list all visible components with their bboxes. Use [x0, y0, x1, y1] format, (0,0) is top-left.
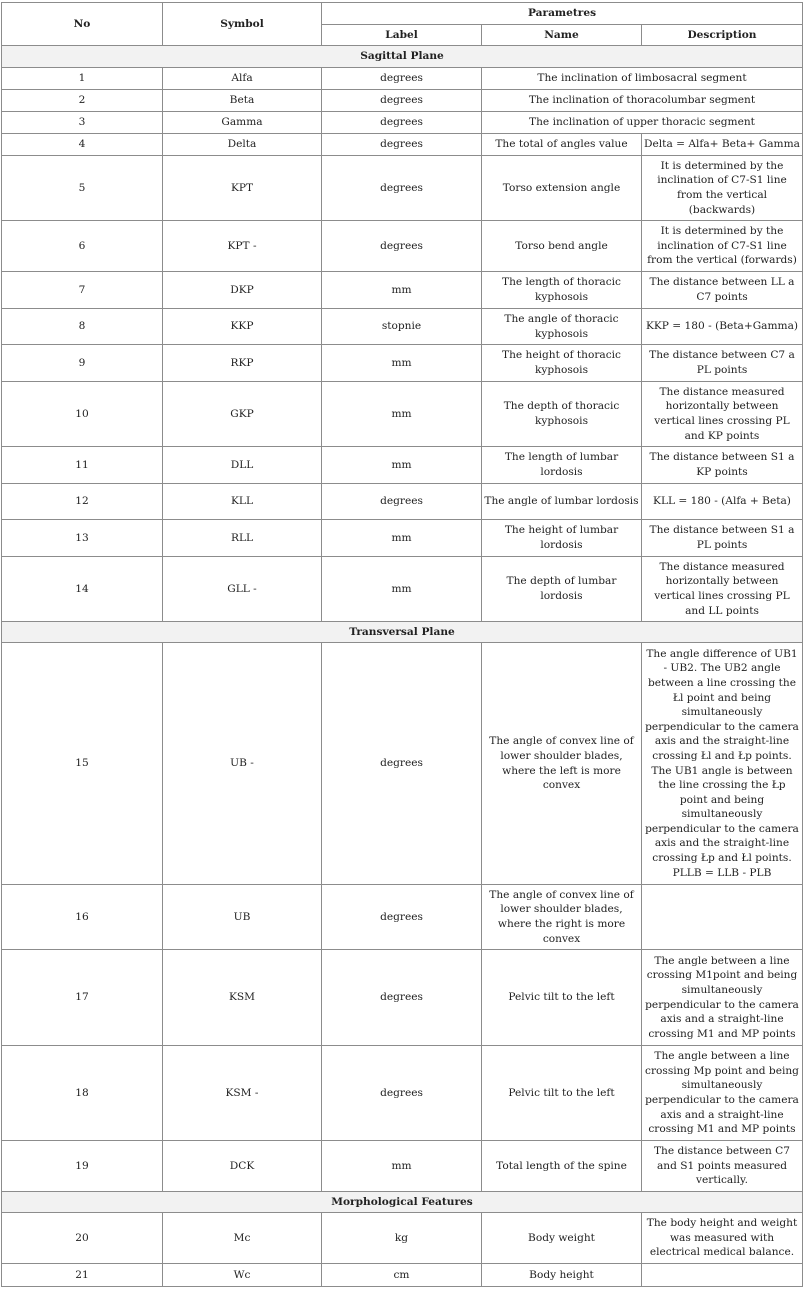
- table-row: [2, 345, 803, 382]
- header-label: Label: [322, 25, 482, 46]
- cell-description: KKP = 180 - (Beta+Gamma): [642, 309, 803, 345]
- cell-no: 19: [2, 1141, 163, 1192]
- cell-name: Body weight: [482, 1213, 642, 1264]
- cell-label: degrees: [322, 221, 482, 272]
- section-row: [2, 622, 803, 643]
- cell-label: mm: [322, 272, 482, 309]
- cell-name: The angle of convex line of lower shoulder blades, where the left is more convex: [482, 643, 642, 885]
- cell-label: degrees: [322, 643, 482, 885]
- cell-description: The body height and weight was measured with electrical medical balance.: [642, 1213, 803, 1264]
- cell-no: 16: [2, 885, 163, 950]
- cell-description: KLL = 180 - (Alfa + Beta): [642, 484, 803, 520]
- cell-no: 13: [2, 520, 163, 557]
- cell-label: cm: [322, 1264, 482, 1287]
- cell-no: 1: [2, 68, 163, 90]
- cell-description: The angle between a line crossing Mp point and being simultaneously perpendicular to the camera axis and a straight-line crossing M1 and MP points: [642, 1046, 803, 1141]
- cell-symbol: Beta: [163, 90, 322, 112]
- cell-no: 18: [2, 1046, 163, 1141]
- cell-name: Body height: [482, 1264, 642, 1287]
- cell-symbol: KKP: [163, 309, 322, 345]
- header-row-top: [2, 3, 803, 25]
- section-title: Morphological Features: [2, 1192, 803, 1213]
- table-row: [2, 950, 803, 1046]
- cell-description: The distance between S1 a KP points: [642, 447, 803, 484]
- cell-symbol: UB -: [163, 643, 322, 885]
- cell-no: 7: [2, 272, 163, 309]
- cell-label: degrees: [322, 484, 482, 520]
- cell-symbol: Wc: [163, 1264, 322, 1287]
- table-row: [2, 90, 803, 112]
- cell-description: The angle difference of UB1 - UB2. The UB2 angle between a line crossing the Łl point and being simultaneously perpendicular to the camera axis and the straight-line crossing Łl and Łp points. The UB1 angle is between the line crossing the Łp point and being simultaneously perpendicular to the camera axis and the straight-line crossing Łp and Łl points. PLLB = LLB - PLB: [642, 643, 803, 885]
- cell-label: degrees: [322, 885, 482, 950]
- cell-description: [642, 1264, 803, 1287]
- cell-symbol: Gamma: [163, 112, 322, 134]
- cell-description: [642, 885, 803, 950]
- cell-no: 15: [2, 643, 163, 885]
- cell-no: 20: [2, 1213, 163, 1264]
- cell-name: The inclination of thoracolumbar segment: [482, 90, 803, 112]
- cell-symbol: KSM: [163, 950, 322, 1046]
- cell-label: degrees: [322, 1046, 482, 1141]
- cell-symbol: KLL: [163, 484, 322, 520]
- cell-description: It is determined by the inclination of C7-S1 line from the vertical (backwards): [642, 156, 803, 221]
- cell-no: 17: [2, 950, 163, 1046]
- table-row: [2, 156, 803, 221]
- cell-symbol: Delta: [163, 134, 322, 156]
- cell-label: mm: [322, 382, 482, 447]
- cell-label: degrees: [322, 112, 482, 134]
- cell-no: 2: [2, 90, 163, 112]
- header-no: No: [2, 3, 163, 46]
- cell-name: The depth of thoracic kyphosois: [482, 382, 642, 447]
- cell-description: The angle between a line crossing M1point and being simultaneously perpendicular to the camera axis and a straight-line crossing M1 and MP points: [642, 950, 803, 1046]
- cell-name: Total length of the spine: [482, 1141, 642, 1192]
- table-row: [2, 447, 803, 484]
- table-row: [2, 221, 803, 272]
- cell-label: degrees: [322, 68, 482, 90]
- cell-symbol: RLL: [163, 520, 322, 557]
- cell-no: 11: [2, 447, 163, 484]
- cell-name: The angle of thoracic kyphosois: [482, 309, 642, 345]
- cell-label: kg: [322, 1213, 482, 1264]
- cell-label: stopnie: [322, 309, 482, 345]
- cell-no: 3: [2, 112, 163, 134]
- cell-label: mm: [322, 345, 482, 382]
- cell-name: The length of lumbar lordosis: [482, 447, 642, 484]
- table-row: [2, 112, 803, 134]
- cell-no: 12: [2, 484, 163, 520]
- cell-symbol: GLL -: [163, 557, 322, 622]
- cell-symbol: UB: [163, 885, 322, 950]
- cell-name: Torso extension angle: [482, 156, 642, 221]
- section-row: [2, 1192, 803, 1213]
- cell-name: The inclination of upper thoracic segment: [482, 112, 803, 134]
- cell-name: The depth of lumbar lordosis: [482, 557, 642, 622]
- cell-label: mm: [322, 520, 482, 557]
- cell-symbol: DCK: [163, 1141, 322, 1192]
- cell-label: degrees: [322, 950, 482, 1046]
- cell-no: 6: [2, 221, 163, 272]
- cell-no: 4: [2, 134, 163, 156]
- cell-symbol: RKP: [163, 345, 322, 382]
- table-row: [2, 309, 803, 345]
- cell-no: 9: [2, 345, 163, 382]
- cell-description: It is determined by the inclination of C7-S1 line from the vertical (forwards): [642, 221, 803, 272]
- section-title: Sagittal Plane: [2, 46, 803, 68]
- cell-no: 21: [2, 1264, 163, 1287]
- table-row: [2, 272, 803, 309]
- cell-symbol: KSM -: [163, 1046, 322, 1141]
- cell-symbol: DLL: [163, 447, 322, 484]
- cell-symbol: Mc: [163, 1213, 322, 1264]
- cell-symbol: GKP: [163, 382, 322, 447]
- table-row: [2, 885, 803, 950]
- cell-label: mm: [322, 557, 482, 622]
- cell-name: The height of lumbar lordosis: [482, 520, 642, 557]
- header-name: Name: [482, 25, 642, 46]
- cell-name: The total of angles value: [482, 134, 642, 156]
- cell-description: The distance measured horizontally between vertical lines crossing PL and LL points: [642, 557, 803, 622]
- cell-name: The height of thoracic kyphosois: [482, 345, 642, 382]
- table-row: [2, 520, 803, 557]
- cell-no: 5: [2, 156, 163, 221]
- table-row: [2, 1046, 803, 1141]
- header-description: Description: [642, 25, 803, 46]
- cell-label: mm: [322, 1141, 482, 1192]
- cell-name: Torso bend angle: [482, 221, 642, 272]
- table-row: [2, 643, 803, 885]
- table-row: [2, 134, 803, 156]
- section-title: Transversal Plane: [2, 622, 803, 643]
- cell-no: 14: [2, 557, 163, 622]
- cell-label: degrees: [322, 156, 482, 221]
- table-row: [2, 68, 803, 90]
- cell-name: The angle of lumbar lordosis: [482, 484, 642, 520]
- cell-name: Pelvic tilt to the left: [482, 950, 642, 1046]
- cell-description: The distance between C7 and S1 points measured vertically.: [642, 1141, 803, 1192]
- table-row: [2, 484, 803, 520]
- cell-no: 8: [2, 309, 163, 345]
- cell-no: 10: [2, 382, 163, 447]
- section-row: [2, 46, 803, 68]
- table-row: [2, 1213, 803, 1264]
- cell-symbol: KPT -: [163, 221, 322, 272]
- cell-description: The distance between C7 a PL points: [642, 345, 803, 382]
- cell-symbol: KPT: [163, 156, 322, 221]
- table-row: [2, 557, 803, 622]
- cell-name: The angle of convex line of lower shoulder blades, where the right is more convex: [482, 885, 642, 950]
- header-symbol: Symbol: [163, 3, 322, 46]
- cell-name: The inclination of limbosacral segment: [482, 68, 803, 90]
- cell-symbol: Alfa: [163, 68, 322, 90]
- parameters-table: [1, 2, 803, 1287]
- cell-label: degrees: [322, 134, 482, 156]
- cell-label: degrees: [322, 90, 482, 112]
- cell-symbol: DKP: [163, 272, 322, 309]
- cell-description: Delta = Alfa+ Beta+ Gamma: [642, 134, 803, 156]
- cell-description: The distance between S1 a PL points: [642, 520, 803, 557]
- table-row: [2, 1264, 803, 1287]
- header-parametres: Parametres: [322, 3, 803, 25]
- cell-name: The length of thoracic kyphosois: [482, 272, 642, 309]
- cell-description: The distance between LL a C7 points: [642, 272, 803, 309]
- cell-label: mm: [322, 447, 482, 484]
- cell-name: Pelvic tilt to the left: [482, 1046, 642, 1141]
- table-row: [2, 1141, 803, 1192]
- cell-description: The distance measured horizontally between vertical lines crossing PL and KP points: [642, 382, 803, 447]
- table-row: [2, 382, 803, 447]
